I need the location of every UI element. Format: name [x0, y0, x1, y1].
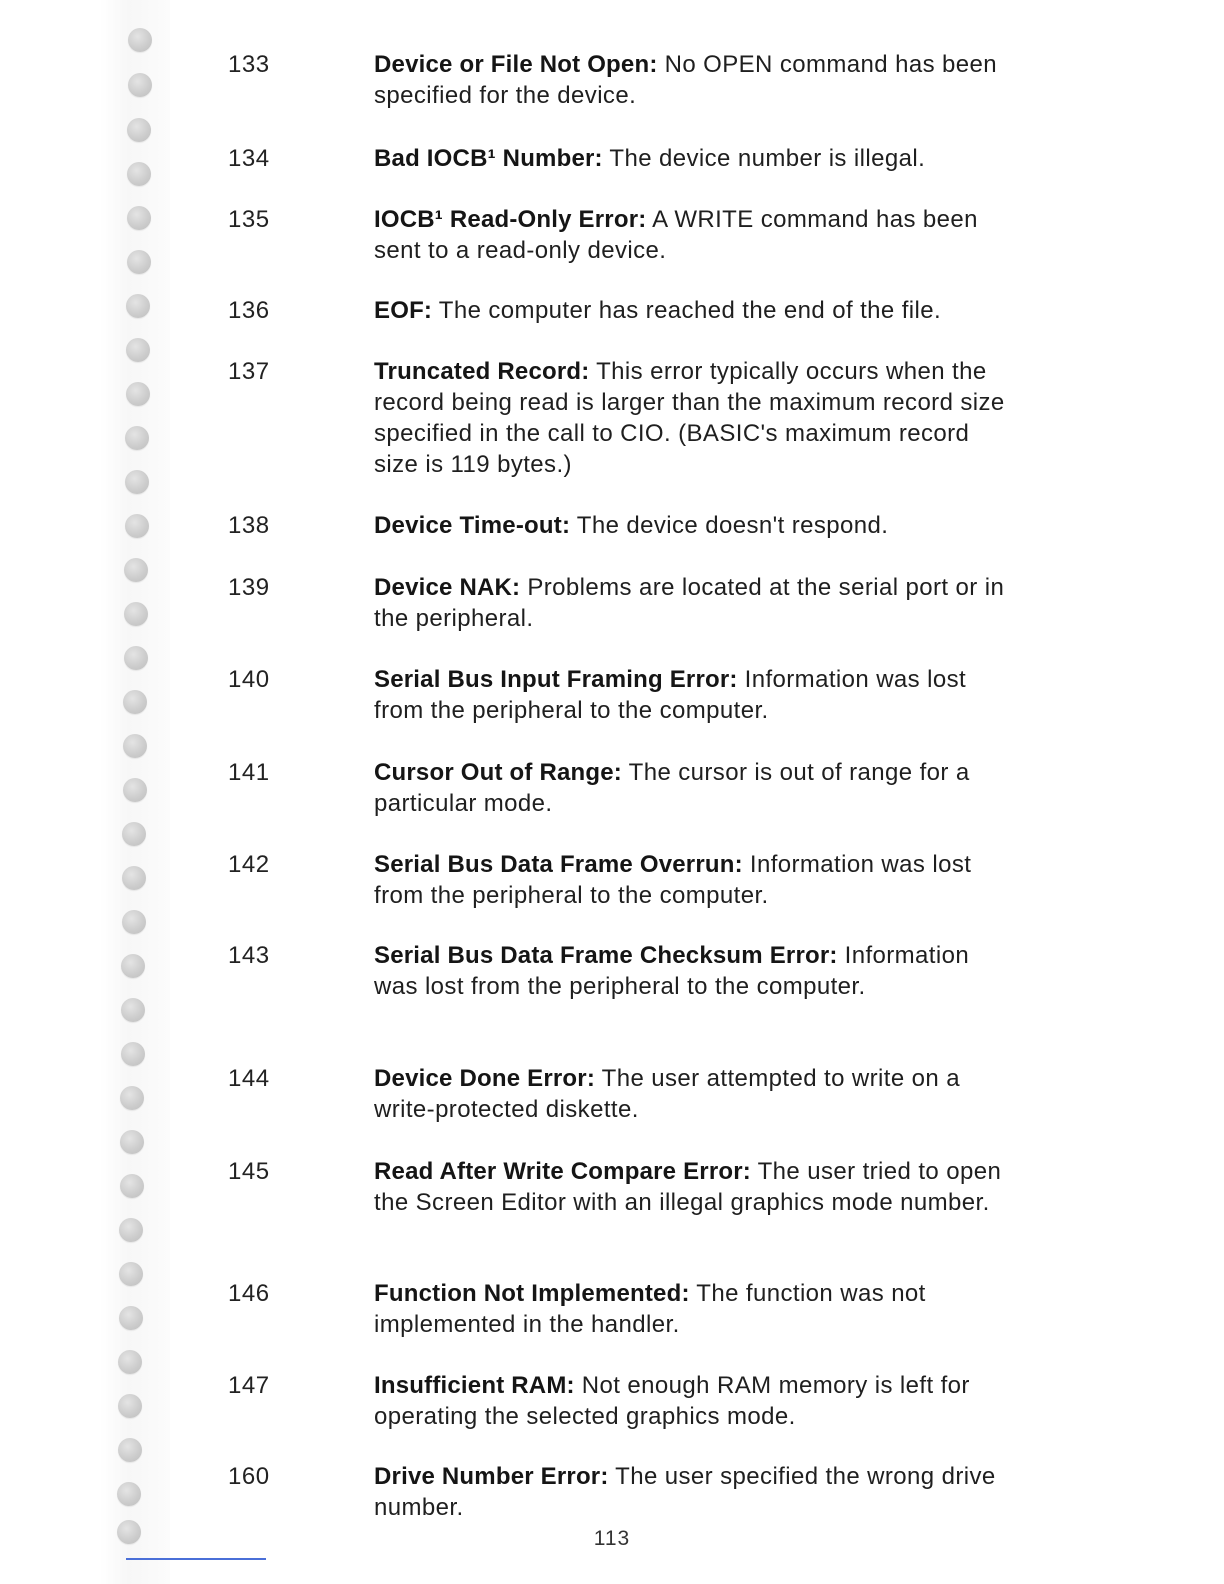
- error-text: The user specified the wrong drive number.: [374, 1463, 996, 1521]
- binder-hole: [119, 1306, 143, 1330]
- error-text: This error typically occurs when the record being read is larger than the maximum record size specified in the call to CIO. (BASIC's maximum record size is 119 bytes.): [374, 358, 1005, 478]
- error-description: [374, 356, 1014, 480]
- error-term: Function Not Implemented:: [374, 1280, 690, 1307]
- error-term: EOF:: [374, 297, 433, 324]
- error-code: 143: [228, 942, 270, 969]
- error-term: Cursor Out of Range:: [374, 759, 622, 786]
- error-code: 145: [228, 1158, 270, 1185]
- error-text: The device doesn't respond.: [570, 512, 889, 539]
- error-code: 140: [228, 666, 270, 693]
- page-number: 113: [593, 1527, 631, 1550]
- binder-hole: [124, 558, 148, 582]
- error-description: [374, 849, 1014, 911]
- binder-hole: [126, 382, 150, 406]
- error-description: [374, 49, 1014, 111]
- binder-hole: [127, 118, 151, 142]
- error-term: Device or File Not Open:: [374, 51, 658, 78]
- error-text: Information was lost from the peripheral to the computer.: [374, 851, 972, 909]
- binder-hole: [119, 1218, 143, 1242]
- error-text: Problems are located at the serial port or in the peripheral.: [374, 574, 1005, 632]
- error-text: The user tried to open the Screen Editor with an illegal graphics mode number.: [374, 1158, 1002, 1216]
- error-description: [374, 204, 1014, 266]
- error-term: Device Done Error:: [374, 1065, 596, 1092]
- binder-hole: [124, 602, 148, 626]
- binder-hole: [121, 1042, 145, 1066]
- binder-hole: [127, 206, 151, 230]
- error-description: [374, 1156, 1014, 1218]
- error-description: [374, 295, 1014, 326]
- error-description: [374, 664, 1014, 726]
- error-description: [374, 510, 1014, 541]
- error-description: [374, 757, 1014, 819]
- binder-hole: [118, 1350, 142, 1374]
- error-description: [374, 1461, 1014, 1523]
- error-code: 138: [228, 512, 270, 539]
- binder-hole: [122, 866, 146, 890]
- error-text: No OPEN command has been specified for the device.: [374, 51, 998, 109]
- binder-hole: [120, 1086, 144, 1110]
- binder-hole: [118, 1394, 142, 1418]
- binder-hole: [122, 822, 146, 846]
- error-description: [374, 1063, 1014, 1125]
- binder-hole: [121, 954, 145, 978]
- error-code: 146: [228, 1280, 270, 1307]
- error-code: 141: [228, 759, 270, 786]
- error-code: 134: [228, 145, 270, 172]
- binder-hole: [118, 1438, 142, 1462]
- error-term: Device Time-out:: [374, 512, 571, 539]
- error-code: 136: [228, 297, 270, 324]
- binder-hole: [123, 778, 147, 802]
- binder-hole: [125, 514, 149, 538]
- binder-hole: [123, 734, 147, 758]
- binder-hole: [126, 294, 150, 318]
- error-text: The computer has reached the end of the file.: [432, 297, 942, 324]
- binder-hole: [127, 162, 151, 186]
- error-term: Truncated Record:: [374, 358, 590, 385]
- error-description: [374, 143, 1014, 174]
- error-term: Read After Write Compare Error:: [374, 1158, 751, 1185]
- error-code: 139: [228, 574, 270, 601]
- binder-hole: [127, 250, 151, 274]
- binder-hole: [119, 1262, 143, 1286]
- binder-hole: [117, 1482, 141, 1506]
- error-term: Drive Number Error:: [374, 1463, 609, 1490]
- error-text: The function was not implemented in the handler.: [374, 1280, 926, 1338]
- error-code: 142: [228, 851, 270, 878]
- error-code: 133: [228, 51, 270, 78]
- binder-hole: [128, 73, 152, 97]
- error-text: Not enough RAM memory is left for operating the selected graphics mode.: [374, 1372, 970, 1430]
- binder-hole: [122, 910, 146, 934]
- error-text: Information was lost from the peripheral to the computer.: [374, 666, 967, 724]
- error-term: IOCB¹ Read-Only Error:: [374, 206, 647, 233]
- error-text: The device number is illegal.: [602, 145, 926, 172]
- error-term: Serial Bus Data Frame Overrun:: [374, 851, 743, 878]
- error-term: Serial Bus Input Framing Error:: [374, 666, 738, 693]
- binder-hole: [123, 690, 147, 714]
- error-text: The cursor is out of range for a particular mode.: [374, 759, 970, 817]
- error-text: A WRITE command has been sent to a read-only device.: [374, 206, 978, 264]
- binder-hole: [120, 1174, 144, 1198]
- binder-hole: [126, 338, 150, 362]
- error-code: 147: [228, 1372, 270, 1399]
- error-term: Insufficient RAM:: [374, 1372, 575, 1399]
- binder-hole: [121, 998, 145, 1022]
- error-code: 160: [228, 1463, 270, 1490]
- error-description: [374, 1278, 1014, 1340]
- error-term: Device NAK:: [374, 574, 521, 601]
- error-term: Bad IOCB¹ Number:: [374, 145, 603, 172]
- binder-hole: [128, 28, 152, 52]
- error-code: 137: [228, 358, 270, 385]
- error-description: [374, 940, 1014, 1002]
- binder-hole: [125, 426, 149, 450]
- error-description: [374, 1370, 1014, 1432]
- error-description: [374, 572, 1014, 634]
- error-text: The user attempted to write on a write-protected diskette.: [374, 1065, 960, 1123]
- binder-hole: [124, 646, 148, 670]
- error-code: 135: [228, 206, 270, 233]
- binder-hole: [125, 470, 149, 494]
- binder-hole: [120, 1130, 144, 1154]
- scan-edge-line: [126, 1558, 266, 1560]
- error-term: Serial Bus Data Frame Checksum Error:: [374, 942, 838, 969]
- error-code: 144: [228, 1065, 270, 1092]
- error-text: Information was lost from the peripheral to the computer.: [374, 942, 970, 1000]
